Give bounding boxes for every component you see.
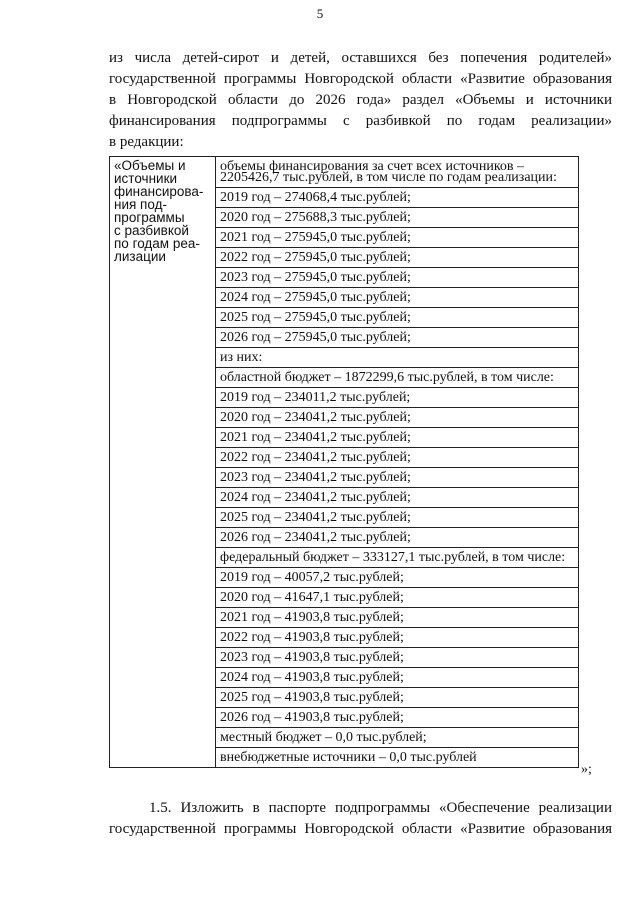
intro-line: в Новгородской области до 2026 года» раздел «Объемы и источники: [109, 92, 612, 108]
label-cell: [110, 157, 216, 768]
label-line: «Объемы и: [114, 158, 186, 173]
value-row: 2025 год – 275945,0 тыс.рублей;: [216, 308, 578, 328]
value-row: 2023 год – 275945,0 тыс.рублей;: [216, 268, 578, 288]
page-number: 5: [316, 6, 324, 21]
values-cell: [216, 157, 579, 768]
value-row: 2026 год – 234041,2 тыс.рублей;: [216, 528, 578, 548]
value-row: 2024 год – 41903,8 тыс.рублей;: [216, 668, 578, 688]
value-row: 2019 год – 40057,2 тыс.рублей;: [216, 568, 578, 588]
value-row: 2020 год – 275688,3 тыс.рублей;: [216, 208, 578, 228]
value-row: внебюджетные источники – 0,0 тыс.рублей: [220, 750, 477, 765]
value-row: федеральный бюджет – 333127,1 тыс.рублей, в том числе:: [216, 548, 578, 568]
value-row: местный бюджет – 0,0 тыс.рублей;: [216, 728, 578, 748]
value-row: 2019 год – 274068,4 тыс.рублей;: [216, 188, 578, 208]
label-line: финансирова-: [114, 184, 204, 199]
closing-mark: »;: [581, 762, 592, 777]
value-row: 2026 год – 41903,8 тыс.рублей;: [216, 708, 578, 728]
value-row: 2024 год – 275945,0 тыс.рублей;: [216, 288, 578, 308]
outro-paragraph: [109, 798, 612, 840]
label-text: [114, 159, 212, 263]
label-line: лизации: [114, 249, 166, 264]
value-row: 2023 год – 234041,2 тыс.рублей;: [216, 468, 578, 488]
value-row: 2022 год – 234041,2 тыс.рублей;: [216, 448, 578, 468]
label-line: по годам реа-: [114, 236, 200, 251]
value-row: объемы финансирования за счет всех источников – 2205426,7 тыс.рублей, в том числе по годам реализации:: [216, 157, 578, 188]
value-row: 2021 год – 41903,8 тыс.рублей;: [216, 608, 578, 628]
intro-paragraph: [109, 48, 612, 153]
intro-line: финансирования подпрограммы с разбивкой по годам реализации»: [109, 113, 612, 129]
value-row: 2021 год – 234041,2 тыс.рублей;: [216, 428, 578, 448]
label-line: программы: [114, 210, 185, 225]
value-row: 2020 год – 234041,2 тыс.рублей;: [216, 408, 578, 428]
value-row: 2025 год – 41903,8 тыс.рублей;: [216, 688, 578, 708]
value-row: 2022 год – 275945,0 тыс.рублей;: [216, 248, 578, 268]
value-row: 2020 год – 41647,1 тыс.рублей;: [216, 588, 578, 608]
value-row: 2022 год – 41903,8 тыс.рублей;: [216, 628, 578, 648]
value-row: 2021 год – 275945,0 тыс.рублей;: [216, 228, 578, 248]
value-row: 2023 год – 41903,8 тыс.рублей;: [216, 648, 578, 668]
value-row: 2019 год – 234011,2 тыс.рублей;: [216, 388, 578, 408]
value-row: областной бюджет – 1872299,6 тыс.рублей, в том числе:: [216, 368, 578, 388]
financing-table: [109, 156, 579, 768]
outro-line: 1.5. Изложить в паспорте подпрограммы «Обеспечение реализации: [149, 800, 612, 816]
label-line: ния под-: [114, 197, 167, 212]
outro-line: государственной программы Новгородской области «Развитие образования: [109, 821, 612, 837]
table-row: [110, 157, 579, 768]
value-row: 2025 год – 234041,2 тыс.рублей;: [216, 508, 578, 528]
value-row: 2026 год – 275945,0 тыс.рублей;: [216, 328, 578, 348]
intro-line: государственной программы Новгородской области «Развитие образования: [109, 71, 612, 87]
value-row: 2024 год – 234041,2 тыс.рублей;: [216, 488, 578, 508]
label-line: источники: [114, 171, 178, 186]
intro-line: в редакции:: [109, 134, 184, 150]
intro-line: из числа детей-сирот и детей, оставшихся без попечения родителей»: [109, 50, 612, 66]
label-line: с разбивкой: [114, 223, 189, 238]
value-row: из них:: [216, 348, 578, 368]
